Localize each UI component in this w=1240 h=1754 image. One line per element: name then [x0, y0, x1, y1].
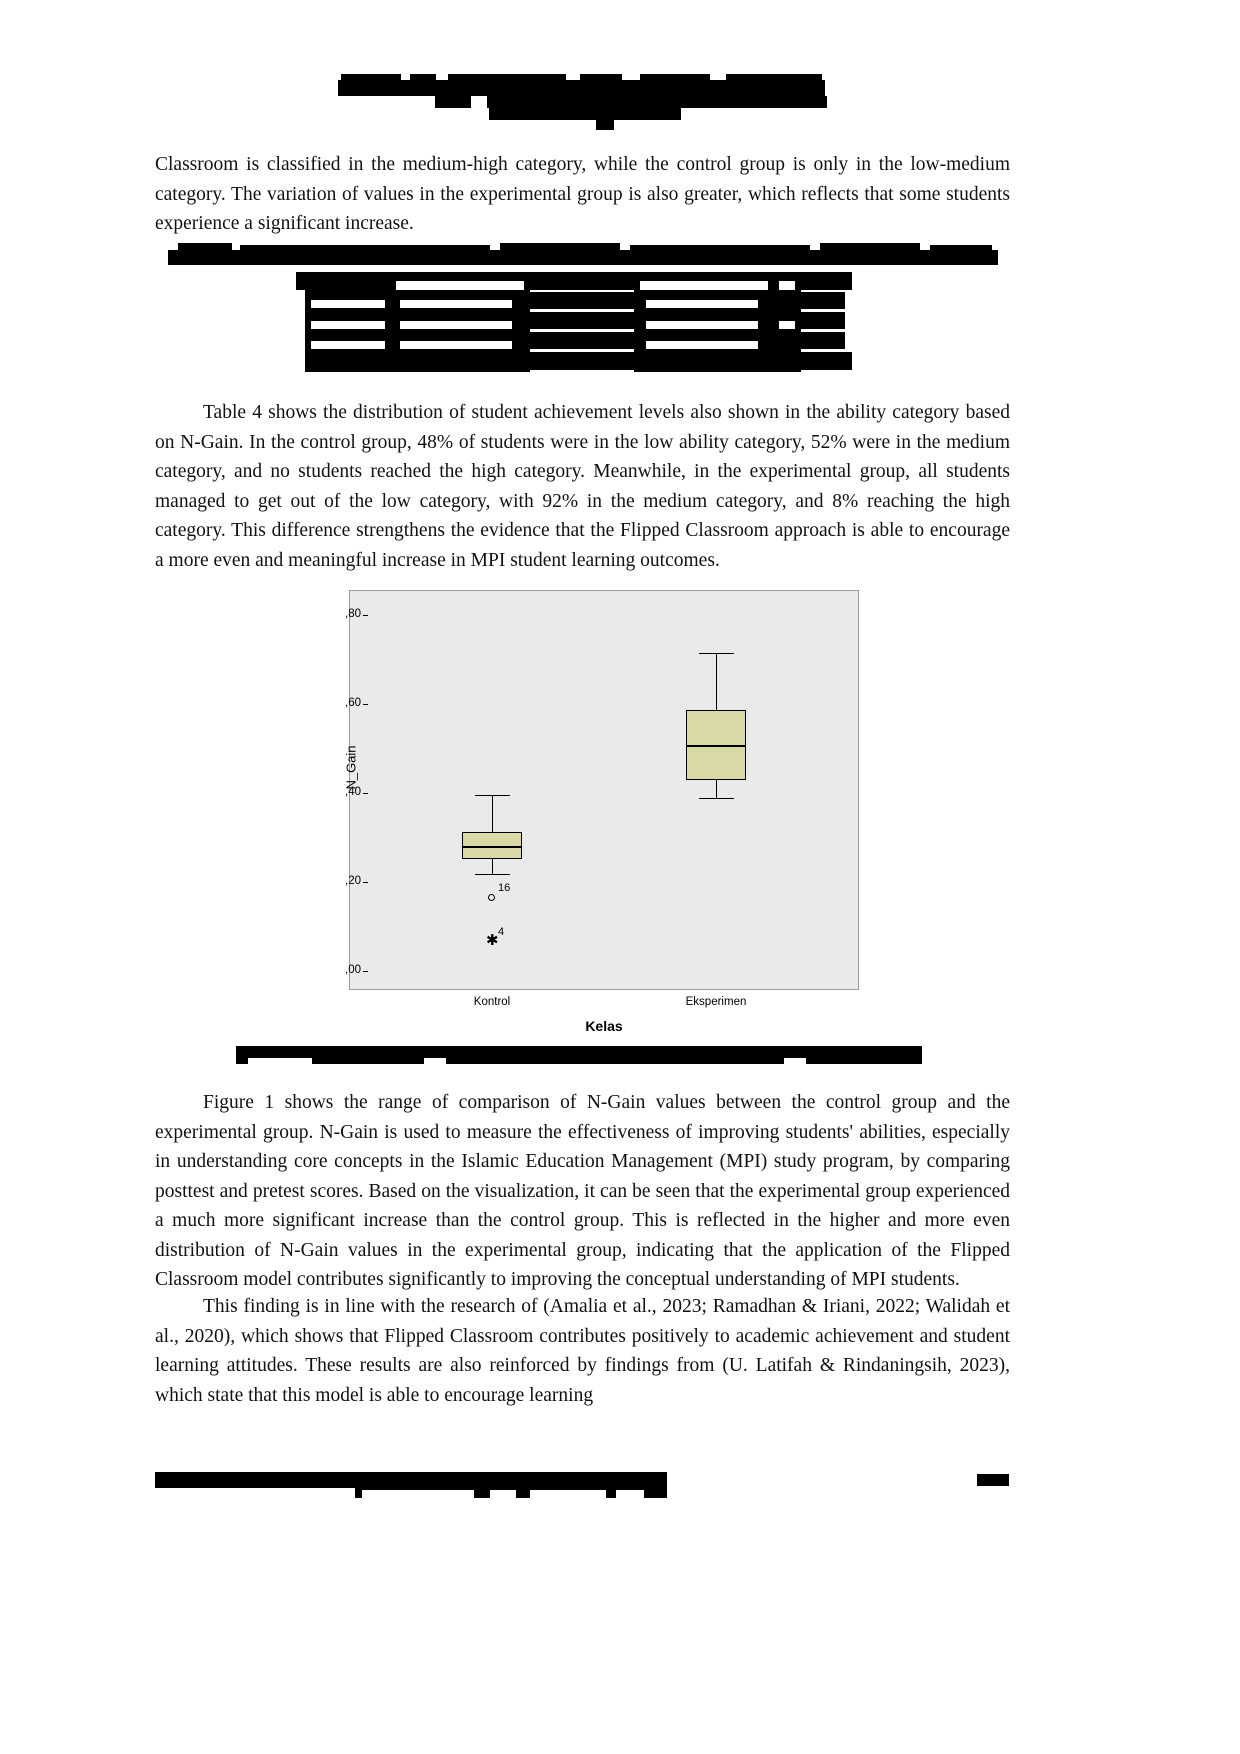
x-tick-label-eksperimen: Eksperimen [685, 996, 747, 1008]
y-tick-label-40: ,40 [345, 786, 361, 798]
paragraph-table-4-text: Table 4 shows the distribution of student achievement levels also shown in the ability category based on N-Gain. In the control group, 48% of students were in the low ability category, 52% were in the medium category, and no students reached the high category. Meanwhile, in the experimental group, all students managed to get out of the low category, with 92% in the medium category, and 8% reaching the high category. This difference strengthens the evidence that the Flipped Classroom approach is able to encourage a more even and meaningful increase in MPI student learning outcomes. [155, 402, 1010, 571]
y-tick-label-20: ,20 [345, 875, 361, 887]
paragraph-figure-1-text: Figure 1 shows the range of comparison of N-Gain values between the control group and the experimental group. N-Gain is used to measure the effectiveness of improving students' abilities, especially in understanding core concepts in the Islamic Education Management (MPI) study program, by comparing posttest and pretest scores. Based on the visualization, it can be seen that the experimental group experienced a much more significant increase than the control group. This is reflected in the higher and more even distribution of N-Gain values in the experimental group, indicating that the application of the Flipped Classroom model contributes significantly to improving the conceptual understanding of MPI students. [155, 1092, 1010, 1290]
paragraph-findings-text: This finding is in line with the research of (Amalia et al., 2023; Ramadhan & Iriani, 2022; Walidah et al., 2020), which shows that Flipped Classroom contributes positively to academic achievement and student learning attitudes. These results are also reinforced by findings from (U. Latifah & Rindaningsih, 2023), which state that this model is able to encourage learning [155, 1296, 1010, 1406]
outlier-marker-4: ✱ [486, 932, 499, 949]
paragraph-classroom-category: Classroom is classified in the medium-high category, while the control group is only in the low-medium category. The variation of values in the experimental group is also greater, which reflects that some students experience a significant increase. [155, 154, 1010, 234]
paragraph-findings-references [155, 1292, 1010, 1410]
outlier-marker-16 [488, 894, 495, 901]
y-tick-label-00: ,00 [345, 964, 361, 976]
outlier-label-4: 4 [498, 926, 505, 938]
paragraph-figure-1-description [155, 1088, 1010, 1295]
plot-area-background [349, 590, 859, 990]
x-tick-label-kontrol: Kontrol [473, 996, 511, 1008]
outlier-label-16: 16 [498, 882, 511, 894]
y-axis-title: N_Gain [343, 745, 359, 790]
boxplot-figure [343, 590, 859, 1034]
x-axis-title: Kelas [585, 1018, 623, 1034]
y-tick-label-80: ,80 [345, 608, 361, 620]
y-tick-label-60: ,60 [345, 697, 361, 709]
paragraph-table-4-description [155, 398, 1010, 575]
